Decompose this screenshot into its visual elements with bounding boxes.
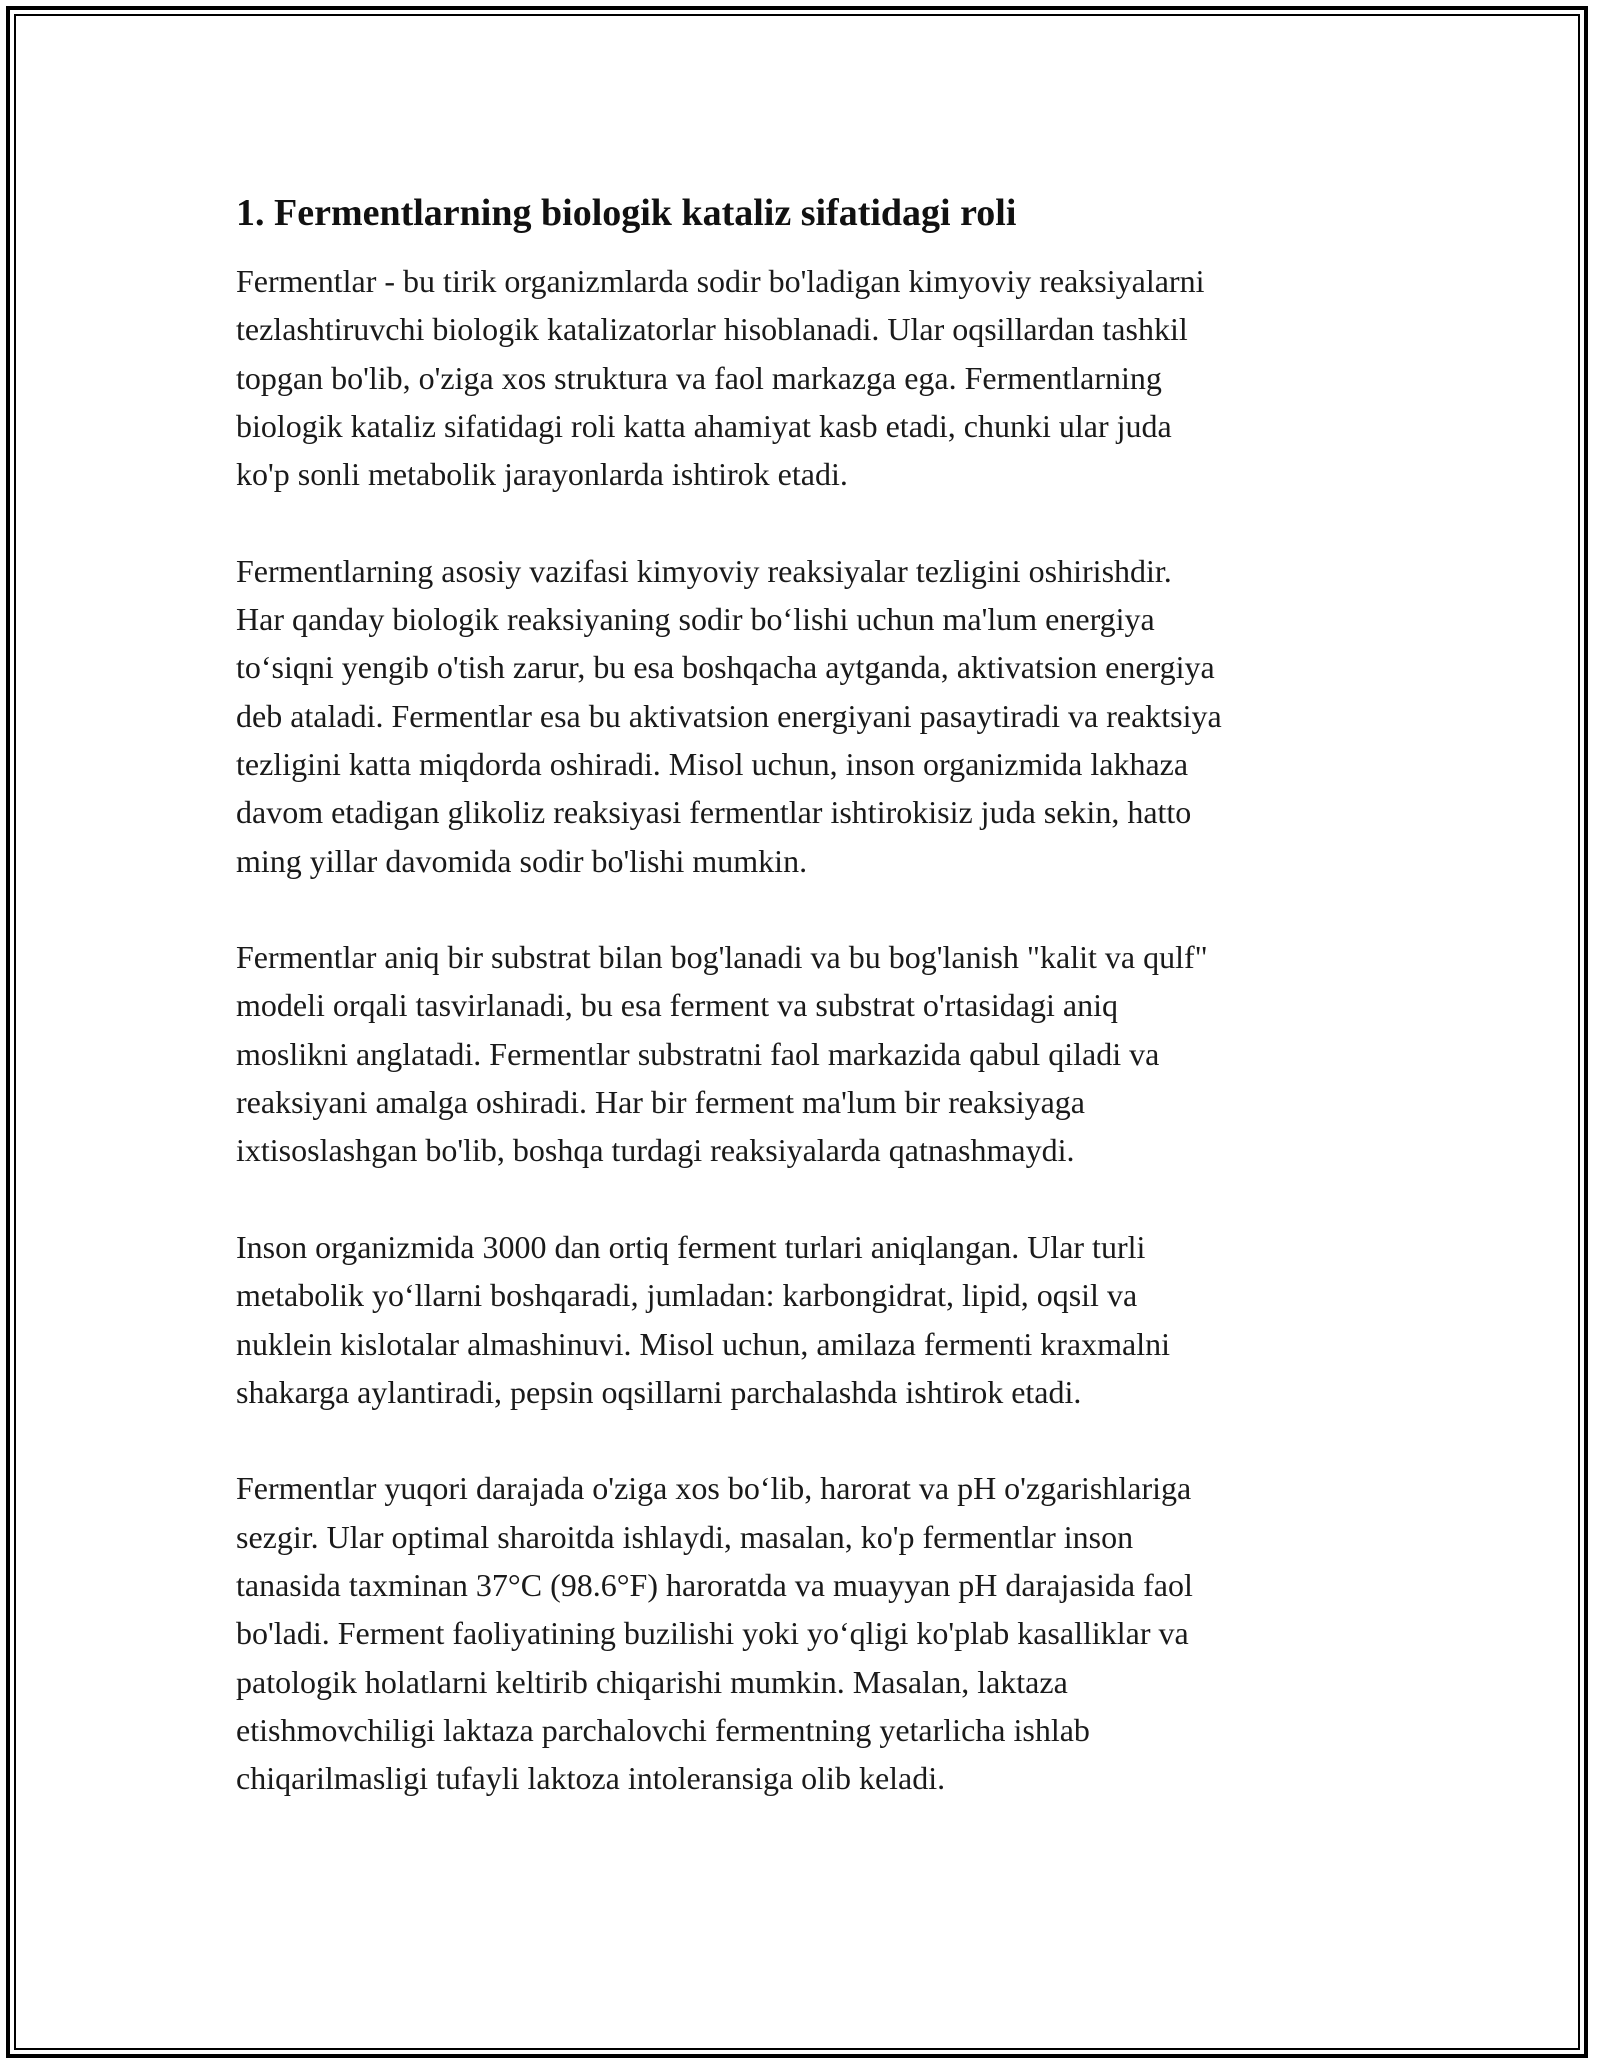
paragraph-line: nuklein kislotalar almashinuvi. Misol uchun, amilaza fermenti kraxmalni bbox=[236, 1325, 1170, 1362]
paragraph-line: deb ataladi. Fermentlar esa bu aktivatsion energiyani pasaytiradi va reaktsiya bbox=[236, 697, 1222, 734]
document-title: 1. Fermentlarning biologik kataliz sifatidagi roli bbox=[236, 192, 1017, 234]
paragraph-line: Fermentlar aniq bir substrat bilan bog'lanadi va bu bog'lanish "kalit va qulf" bbox=[236, 939, 1208, 976]
paragraph-line: metabolik yo‘llarni boshqaradi, jumladan: karbongidrat, lipid, oqsil va bbox=[236, 1277, 1138, 1314]
paragraph-1 bbox=[236, 257, 1386, 498]
paragraph-line: ko'p sonli metabolik jarayonlarda ishtirok etadi. bbox=[236, 456, 848, 493]
paragraph-line: topgan bo'lib, o'ziga xos struktura va faol markazga ega. Fermentlarning bbox=[236, 359, 1162, 396]
paragraph-line: patologik holatlarni keltirib chiqarishi mumkin. Masalan, laktaza bbox=[236, 1663, 1068, 1700]
paragraph-line: chiqarilmasligi tufayli laktoza intoleransiga olib keladi. bbox=[236, 1760, 946, 1797]
paragraph-2 bbox=[236, 547, 1386, 885]
paragraph-line: etishmovchiligi laktaza parchalovchi fermentning yetarlicha ishlab bbox=[236, 1711, 1090, 1748]
paragraph-line: Fermentlarning asosiy vazifasi kimyoviy reaksiyalar tezligini oshirishdir. bbox=[236, 552, 1172, 589]
paragraph-line: modeli orqali tasvirlanadi, bu esa ferment va substrat o'rtasidagi aniq bbox=[236, 987, 1118, 1024]
paragraph-line: tezlashtiruvchi biologik katalizatorlar hisoblanadi. Ular oqsillardan tashkil bbox=[236, 311, 1188, 348]
paragraph-line: tanasida taxminan 37°C (98.6°F) haroratda va muayyan pH darajasida faol bbox=[236, 1567, 1193, 1604]
paragraph-5 bbox=[236, 1464, 1386, 1802]
paragraph-line: Fermentlar yuqori darajada o'ziga xos bo‘lib, harorat va pH o'zgarishlariga bbox=[236, 1470, 1192, 1507]
paragraph-4 bbox=[236, 1223, 1386, 1416]
paragraph-line: reaksiyani amalga oshiradi. Har bir ferment ma'lum bir reaksiyaga bbox=[236, 1084, 1085, 1121]
paragraph-line: shakarga aylantiradi, pepsin oqsillarni parchalashda ishtirok etadi. bbox=[236, 1373, 1082, 1410]
paragraph-line: sezgir. Ular optimal sharoitda ishlaydi, masalan, ko'p fermentlar inson bbox=[236, 1518, 1134, 1555]
paragraph-line: bo'ladi. Ferment faoliyatining buzilishi yoki yo‘qligi ko'plab kasalliklar va bbox=[236, 1615, 1189, 1652]
paragraph-line: moslikni anglatadi. Fermentlar substratni faol markazida qabul qiladi va bbox=[236, 1035, 1160, 1072]
document-body bbox=[236, 185, 1386, 1851]
paragraph-line: biologik kataliz sifatidagi roli katta ahamiyat kasb etadi, chunki ular juda bbox=[236, 407, 1172, 444]
paragraph-line: davom etadigan glikoliz reaksiyasi fermentlar ishtirokisiz juda sekin, hatto bbox=[236, 794, 1192, 831]
paragraph-line: Har qanday biologik reaksiyaning sodir bo‘lishi uchun ma'lum energiya bbox=[236, 601, 1155, 638]
paragraph-line: ixtisoslashgan bo'lib, boshqa turdagi reaksiyalarda qatnashmaydi. bbox=[236, 1132, 1075, 1169]
paragraph-line: Fermentlar - bu tirik organizmlarda sodir bo'ladigan kimyoviy reaksiyalarni bbox=[236, 263, 1205, 299]
paragraph-3 bbox=[236, 933, 1386, 1174]
paragraph-line: ming yillar davomida sodir bo'lishi mumkin. bbox=[236, 842, 808, 879]
paragraph-line: tezligini katta miqdorda oshiradi. Misol uchun, inson organizmida lakhaza bbox=[236, 745, 1189, 782]
paragraph-line: to‘siqni yengib o'tish zarur, bu esa boshqacha aytganda, aktivatsion energiya bbox=[236, 649, 1215, 686]
paragraph-line: Inson organizmida 3000 dan ortiq ferment turlari aniqlangan. Ular turli bbox=[236, 1228, 1146, 1265]
